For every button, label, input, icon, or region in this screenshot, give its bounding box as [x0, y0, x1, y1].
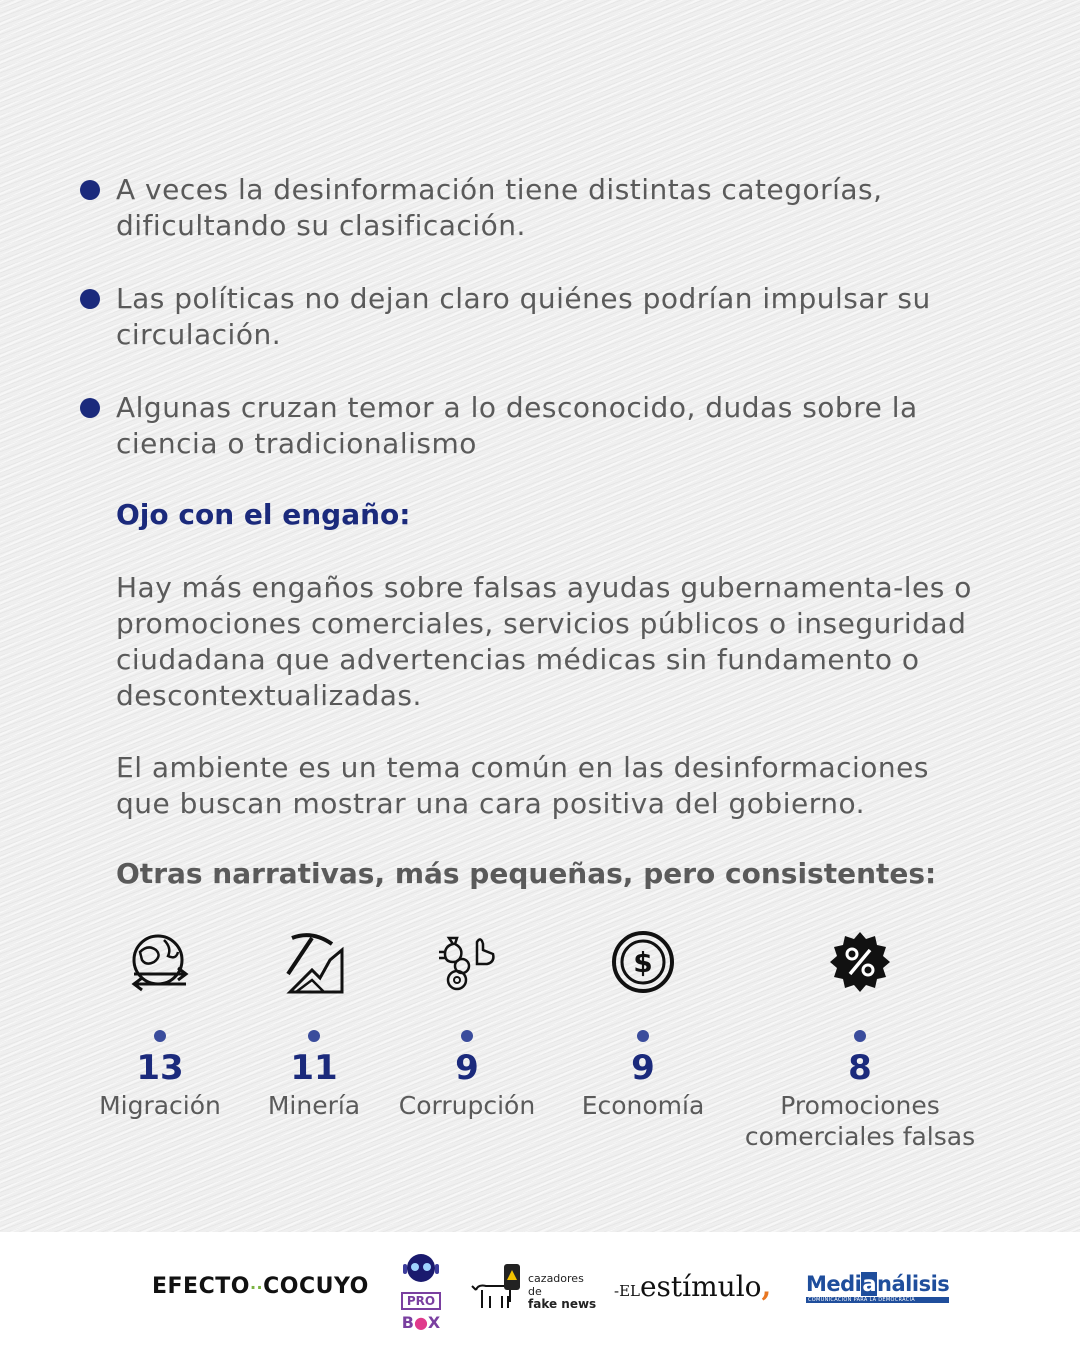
- bribe-corruption-icon: [435, 930, 499, 994]
- bullet-item-fear: [80, 390, 980, 462]
- svg-text:$: $: [633, 946, 653, 979]
- efecto-cocuyo-logo: [152, 1274, 369, 1299]
- globe-migration-icon: [128, 930, 192, 994]
- medianalisis-hl: a: [862, 1272, 877, 1296]
- stat-dot: [637, 1030, 649, 1042]
- cazadores-line2: fake news: [528, 1297, 597, 1311]
- probox-x: X: [427, 1313, 441, 1332]
- dog-phone-icon: [470, 1260, 526, 1316]
- stat-label: Economía: [581, 1091, 705, 1120]
- dollar-coin-icon: [611, 930, 675, 994]
- stat-value: 9: [455, 1048, 479, 1088]
- stat-value: 11: [290, 1048, 338, 1088]
- probox-b: B: [401, 1313, 414, 1332]
- cazadores-line1: cazadores de: [528, 1272, 584, 1298]
- medianalisis-name: [806, 1272, 949, 1296]
- medianalisis-pre: Medi: [806, 1272, 862, 1296]
- stat-dot: [461, 1030, 473, 1042]
- section-heading: Ojo con el engaño:: [116, 498, 411, 531]
- logo-dots: ··: [249, 1278, 264, 1297]
- probox-logo: [397, 1252, 445, 1332]
- stat-label: Promociones comerciales falsas: [744, 1091, 976, 1151]
- stat-value: 13: [136, 1048, 184, 1088]
- stat-label: Migración: [99, 1091, 221, 1120]
- probox-dot: ●: [413, 1313, 428, 1332]
- bullet-dot: [80, 398, 100, 418]
- logo-text: COCUYO: [263, 1274, 369, 1299]
- footer-logos: [0, 1232, 1080, 1350]
- stat-value: 9: [631, 1048, 655, 1088]
- bullet-item-policies: [80, 281, 980, 353]
- cazadores-fake-news-logo: [470, 1260, 600, 1316]
- estimulo-el: -EL: [614, 1282, 640, 1300]
- medianalisis-post: nálisis: [877, 1272, 950, 1296]
- probox-box-text: [397, 1312, 445, 1334]
- medianalisis-tagline: COMUNICACIÓN PARA LA DEMOCRACIA: [806, 1297, 949, 1303]
- stat-label: Minería: [267, 1091, 361, 1120]
- bullet-text: A veces la desinformación tiene distintas categorías, dificultando su clasificación.: [116, 173, 883, 242]
- paragraph-deception: Hay más engaños sobre falsas ayudas gubernamenta-les o promociones comerciales, servicios públicos o inseguridad ciudadana que advertencias médicas sin fundamento o descontextualizadas.: [116, 571, 972, 712]
- stat-dot: [308, 1030, 320, 1042]
- stat-value: 8: [848, 1048, 872, 1088]
- estimulo-name: estímulo: [639, 1270, 762, 1303]
- stat-dot: [154, 1030, 166, 1042]
- bullet-dot: [80, 289, 100, 309]
- bullet-dot: [80, 180, 100, 200]
- logo-text: EFECTO: [152, 1274, 250, 1299]
- cazadores-text: [528, 1272, 600, 1311]
- paragraph-environment: El ambiente es un tema común en las desinformaciones que buscan mostrar una cara positiva del gobierno.: [116, 751, 929, 820]
- bullet-item-categories: [80, 172, 980, 244]
- bullet-text: Algunas cruzan temor a lo desconocido, dudas sobre la ciencia o tradicionalismo: [116, 391, 918, 460]
- stat-dot: [854, 1030, 866, 1042]
- bullet-text: Las políticas no dejan claro quiénes podrían impulsar su circulación.: [116, 282, 931, 351]
- stat-promociones: [730, 930, 990, 1152]
- medianalisis-logo: [806, 1272, 949, 1303]
- narratives-heading: Otras narrativas, más pequeñas, pero consistentes:: [116, 857, 937, 890]
- probox-robot-icon: [397, 1252, 445, 1286]
- estimulo-comma: ,: [761, 1270, 772, 1303]
- probox-pro-text: PRO: [401, 1292, 441, 1310]
- el-estimulo-logo: [614, 1270, 771, 1303]
- stat-label: Corrupción: [398, 1091, 536, 1120]
- percent-badge-icon: [828, 930, 892, 994]
